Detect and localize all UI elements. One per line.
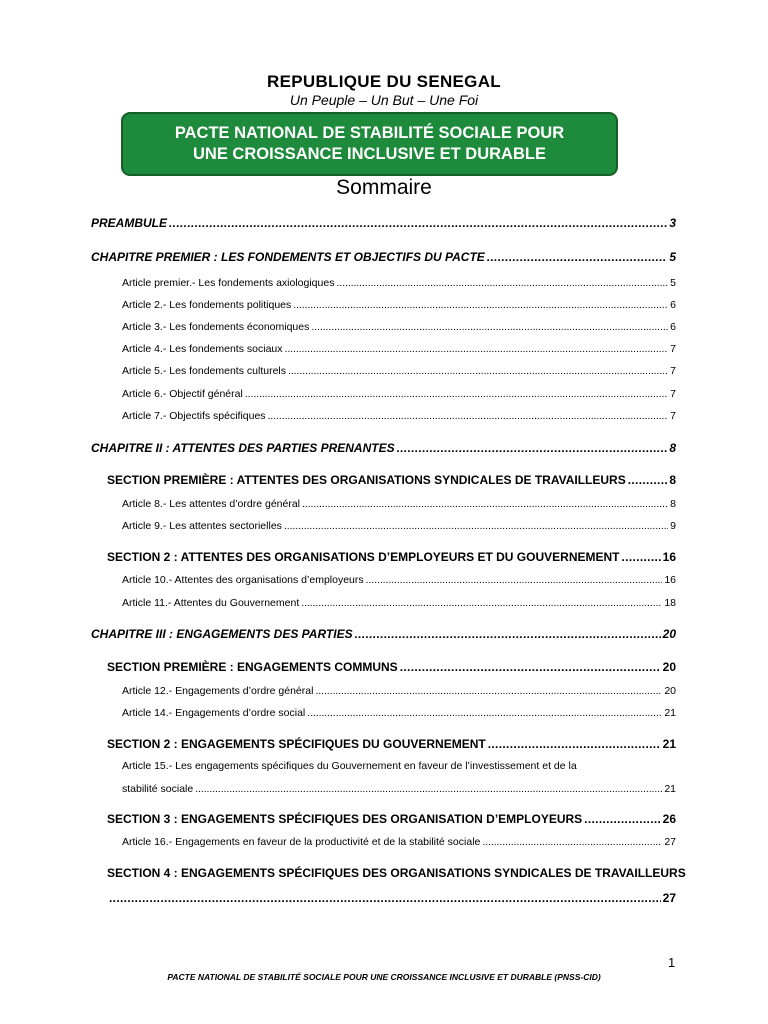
toc-entry-article-14[interactable]: Article 14.- Engagements d’ordre social . . . 21	[122, 707, 676, 719]
toc-entry-ch2-section-1[interactable]: SECTION PREMIÈRE : ATTENTES DES ORGANISATIONS SYNDICALES DE TRAVAILLEURS . . . 8	[107, 473, 676, 487]
toc-entry-preambule[interactable]: PREAMBULE . . . 3	[91, 216, 676, 230]
toc-entry-article-15[interactable]: stabilité sociale . . . 21	[122, 783, 676, 795]
toc-entry-ch3-section-3[interactable]: SECTION 3 : ENGAGEMENTS SPÉCIFIQUES DES ORGANISATION D’EMPLOYEURS . . . 26	[107, 812, 676, 826]
toc-entry-ch3-section-4-line-1[interactable]: SECTION 4 : ENGAGEMENTS SPÉCIFIQUES DES ORGANISATIONS SYNDICALES DE TRAVAILLEURS	[107, 866, 686, 880]
toc-entry-chapitre-1[interactable]: CHAPITRE PREMIER : LES FONDEMENTS ET OBJECTIFS DU PACTE . . . 5	[91, 250, 676, 264]
toc-entry-article-12[interactable]: Article 12.- Engagements d’ordre général . . . 20	[122, 685, 676, 697]
banner-line-2: UNE CROISSANCE INCLUSIVE ET DURABLE	[193, 145, 546, 163]
national-motto: Un Peuple – Un But – Une Foi	[289, 92, 479, 108]
toc-entry-ch3-section-1[interactable]: SECTION PREMIÈRE : ENGAGEMENTS COMMUNS . . . 20	[107, 660, 676, 674]
toc-entry-article-2[interactable]: Article 2.- Les fondements politiques . . . 6	[122, 299, 676, 311]
toc-entry-article-16[interactable]: Article 16.- Engagements en faveur de la productivité et de la stabilité sociale . . . 27	[122, 836, 676, 848]
toc-heading: Sommaire	[336, 176, 432, 199]
toc-entry-chapitre-2[interactable]: CHAPITRE II : ATTENTES DES PARTIES PRENANTES . . . 8	[91, 441, 676, 455]
toc-entry-ch2-section-2[interactable]: SECTION 2 : ATTENTES DES ORGANISATIONS D’EMPLOYEURS ET DU GOUVERNEMENT . . . 16	[107, 550, 676, 564]
toc-entry-ch3-section-2[interactable]: SECTION 2 : ENGAGEMENTS SPÉCIFIQUES DU GOUVERNEMENT . . . 21	[107, 737, 676, 751]
toc-entry-article-7[interactable]: Article 7.- Objectifs spécifiques . . . 7	[122, 410, 676, 422]
toc-entry-article-6[interactable]: Article 6.- Objectif général . . . 7	[122, 388, 676, 400]
toc-entry-chapitre-3[interactable]: CHAPITRE III : ENGAGEMENTS DES PARTIES . . . 20	[91, 627, 676, 641]
country-title: REPUBLIQUE DU SENEGAL	[267, 72, 501, 91]
toc-entry-article-5[interactable]: Article 5.- Les fondements culturels . . . 7	[122, 365, 676, 377]
page-number: 1	[668, 955, 676, 970]
toc-entry-ch3-section-4[interactable]: . . . 27	[107, 891, 676, 905]
toc-entry-article-9[interactable]: Article 9.- Les attentes sectorielles . . . 9	[122, 520, 676, 532]
document-title-banner	[121, 112, 618, 176]
toc-entry-article-10[interactable]: Article 10.- Attentes des organisations d’employeurs . . . 16	[122, 574, 676, 586]
banner-line-1: PACTE NATIONAL DE STABILITÉ SOCIALE POUR	[174, 124, 565, 142]
toc-entry-article-3[interactable]: Article 3.- Les fondements économiques . . . 6	[122, 321, 676, 333]
toc-entry-article-8[interactable]: Article 8.- Les attentes d’ordre général . . . 8	[122, 498, 676, 510]
toc-entry-article-15-line-1[interactable]: Article 15.- Les engagements spécifiques du Gouvernement en faveur de l’investissement et de la	[122, 760, 577, 772]
toc-entry-article-11[interactable]: Article 11.- Attentes du Gouvernement . . . 18	[122, 597, 676, 609]
page-footer: PACTE NATIONAL DE STABILITÉ SOCIALE POUR UNE CROISSANCE INCLUSIVE ET DURABLE (PNSS-CID)	[167, 972, 601, 982]
toc-entry-article-1[interactable]: Article premier.- Les fondements axiologiques . . . 5	[122, 277, 676, 289]
toc-entry-article-4[interactable]: Article 4.- Les fondements sociaux . . . 7	[122, 343, 676, 355]
